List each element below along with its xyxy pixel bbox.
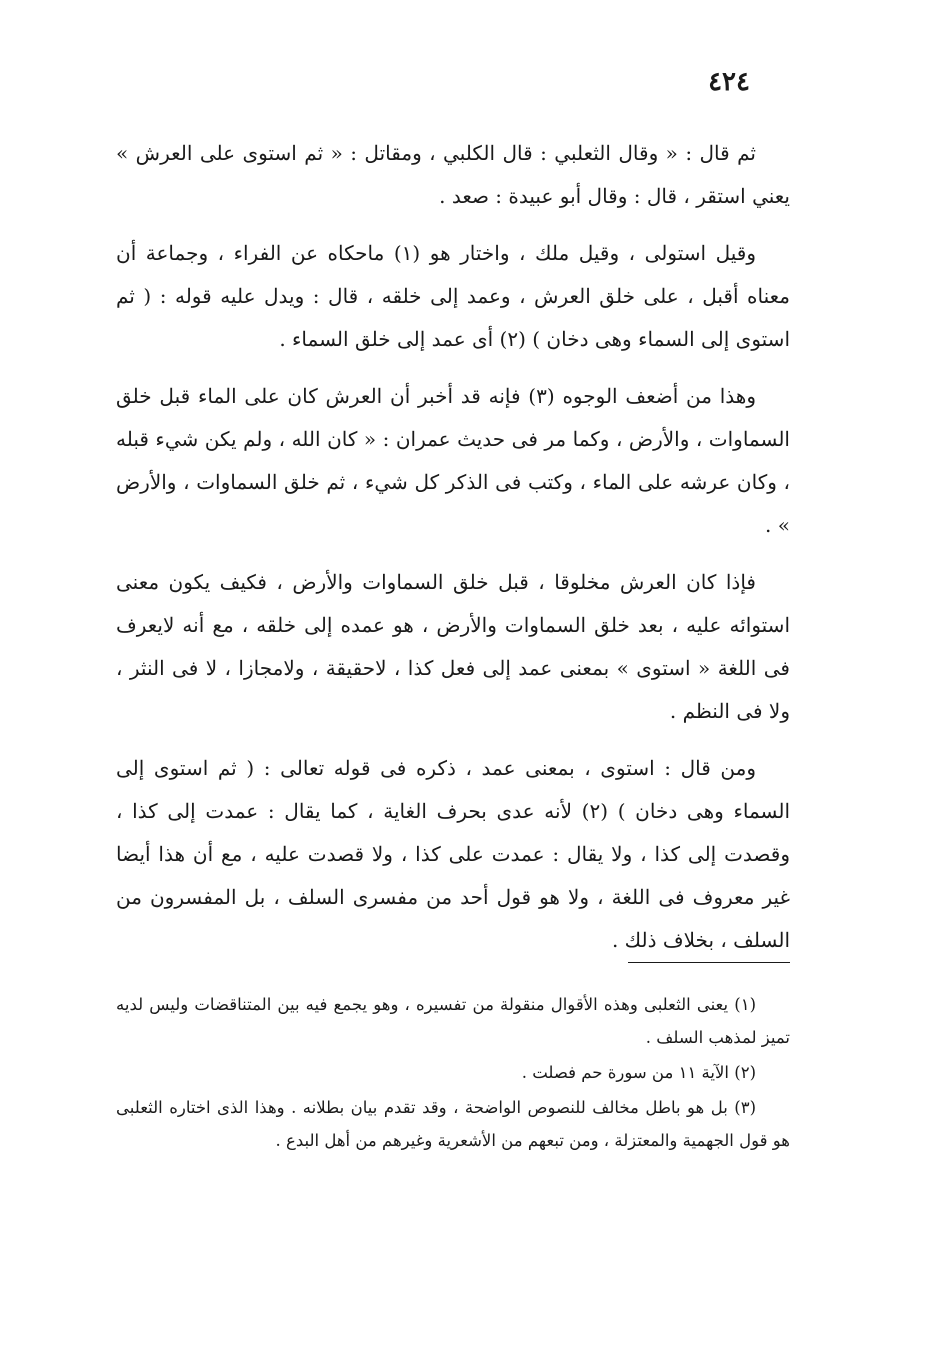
paragraph: ثم قال : « وقال الثعلبي : قال الكلبي ، ومقاتل : « ثم استوى على العرش » يعني استقر ، قال : وقال أبو عبيدة : صعد . (116, 141, 790, 208)
page-number: ٤٢٤ (708, 67, 750, 97)
footnote-divider (628, 962, 790, 963)
paragraph: وهذا من أضعف الوجوه (٣) فإنه قد أخبر أن العرش كان على الماء قبل خلق السماوات ، والأرض ، وكما مر فى حديث عمران : « كان الله ، ولم يكن شيء قبله ، وكان عرشه على الماء ، وكتب فى الذكر كل شيء ، ثم خلق السماوات ، والأرض » . (116, 384, 790, 537)
main-text (116, 132, 790, 976)
paragraph: ومن قال : استوى ، بمعنى عمد ، ذكره فى قوله تعالى : ( ثم استوى إلى السماء وهى دخان ) (٢) لأنه عدى بحرف الغاية ، كما يقال : عمدت إلى كذا ، وقصدت إلى كذا ، ولا يقال : عمدت على كذا ، ولا قصدت عليه ، مع أن هذا أيضا غير معروف فى اللغة ، ولا هو قول أحد من مفسرى السلف ، بل المفسرون من السلف ، بخلاف ذلك . (116, 756, 791, 952)
footnotes (116, 988, 790, 1159)
footnote: (٣) بل هو باطل مخالف للنصوص الواضحة ، وقد تقدم بيان بطلانه . وهذا الذى اختاره الثعلبى هو قول الجهمية والمعتزلة ، ومن تبعهم من الأشعرية وغيرهم من أهل البدع . (116, 1098, 790, 1150)
footnote: (٢) الآية ١١ من سورة حم فصلت . (521, 1063, 756, 1082)
paragraph: وقيل استولى ، وقيل ملك ، واختار هو (١) ماحكاه عن الفراء ، وجماعة أن معناه أقبل ، على خلق العرش ، وعمد إلى خلقه ، قال : ويدل عليه قوله : ( ثم استوى إلى السماء وهى دخان ) (٢) أى عمد إلى خلق السماء . (116, 241, 790, 351)
footnote: (١) يعنى الثعلبى وهذه الأقوال منقولة من تفسيره ، وهو يجمع فيه بين المتناقضات وليس لديه تميز لمذهب السلف . (116, 995, 790, 1047)
paragraph: فإذا كان العرش مخلوقا ، قبل خلق السماوات والأرض ، فكيف يكون معنى استوائه عليه ، بعد خلق السماوات والأرض ، هو عمده إلى خلقه ، مع أنه لايعرف فى اللغة « استوى » بمعنى عمد إلى فعل كذا ، لاحقيقة ، ولامجازا ، لا فى النثر ، ولا فى النظم . (116, 570, 790, 723)
